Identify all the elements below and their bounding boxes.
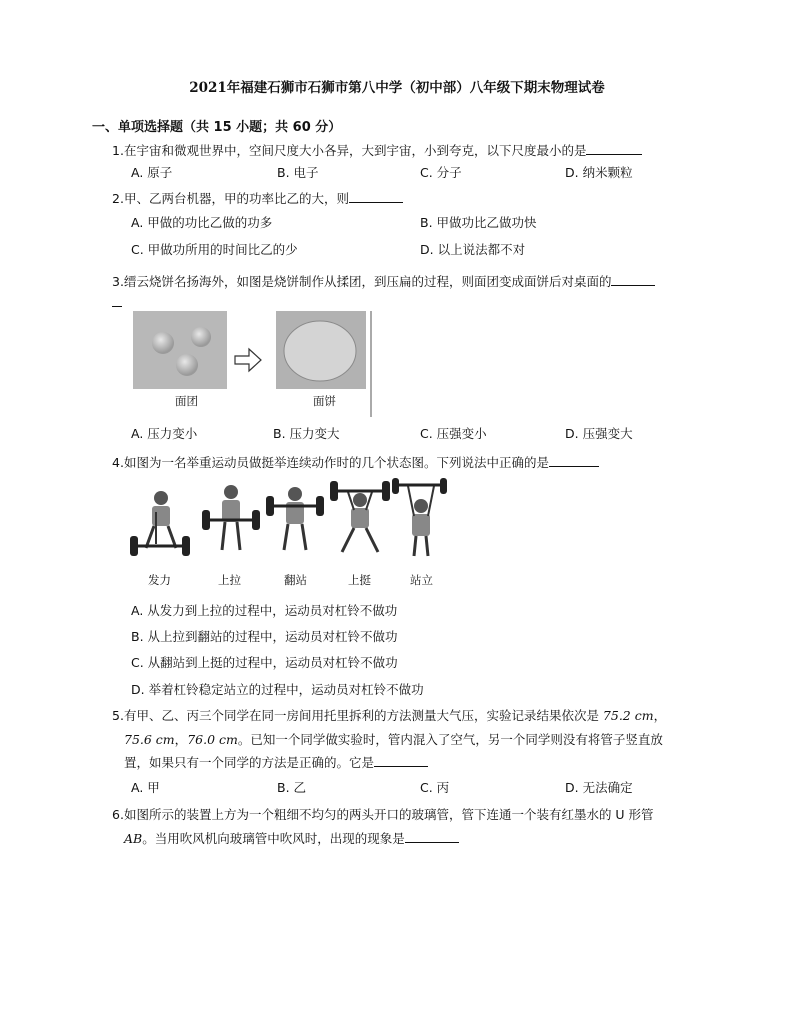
figure-label-shangting: 上挺: [348, 573, 371, 587]
option-b: B. 电子: [277, 165, 319, 180]
weightlifter-figure: [128, 478, 448, 590]
question-1: [112, 141, 642, 161]
answer-blank[interactable]: [349, 189, 403, 203]
measurement-value: 76.0 cm: [187, 732, 238, 747]
option-b: B. 压力变大: [273, 426, 340, 441]
question-5-line-3: [124, 753, 428, 773]
lifter-pose-zhanli: [392, 478, 447, 556]
question-3-blank-cont: [112, 293, 122, 313]
question-stem: 如图为一名举重运动员做挺举连续动作时的几个状态图。下列说法中正确的是: [123, 455, 549, 470]
dough-figure: [131, 309, 373, 419]
question-3: [112, 272, 655, 292]
answer-blank[interactable]: [611, 272, 655, 286]
answer-blank[interactable]: [112, 293, 122, 307]
question-stem: 如图所示的装置上方为一个粗细不均匀的两头开口的玻璃管，管下连通一个装有红墨水的 U 形管: [123, 807, 654, 822]
question-number: 2.: [112, 191, 124, 206]
lifter-pose-shangting: [330, 481, 390, 552]
answer-blank[interactable]: [549, 453, 599, 467]
figure-label-zhanli: 站立: [410, 573, 433, 587]
option-a: A. 压力变小: [131, 426, 198, 441]
option-c: C. 压强变小: [420, 426, 487, 441]
answer-blank[interactable]: [405, 829, 459, 843]
option-a: A. 甲: [131, 780, 160, 795]
option-d: D. 压强变大: [565, 426, 633, 441]
option-b: B. 从上拉到翻站的过程中，运动员对杠铃不做功: [131, 629, 398, 644]
question-stem: 。已知一个同学做实验时，管内混入了空气，另一个同学则没有将管子竖直放: [237, 732, 663, 747]
dough-ball: [176, 354, 198, 376]
dough-ball: [152, 332, 174, 354]
figure-label-bread: 面饼: [313, 394, 336, 408]
question-stem: 在宇宙和微观世界中，空间尺度大小各异，大到宇宙，小到夸克，以下尺度最小的是: [123, 143, 587, 158]
lifter-pose-fanzhan: [266, 487, 324, 550]
option-b: B. 乙: [277, 780, 307, 795]
question-stem: 有甲、乙、丙三个同学在同一房间用托里拆利的方法测量大气压，实验记录结果依次是: [123, 708, 603, 723]
question-5-line-2: [124, 730, 663, 750]
option-a: A. 原子: [131, 165, 173, 180]
option-c: C. 甲做功所用的时间比乙的少: [131, 242, 298, 257]
flatbread: [284, 321, 356, 381]
question-number: 5.: [112, 708, 124, 723]
arrow-right-icon: [235, 349, 261, 371]
question-stem: 甲、乙两台机器，甲的功率比乙的大，则: [123, 191, 349, 206]
option-d: D. 纳米颗粒: [565, 165, 633, 180]
dough-photo-left: [133, 311, 227, 389]
figure-label-fanzhan: 翻站: [284, 573, 307, 587]
answer-blank[interactable]: [586, 141, 642, 155]
question-stem: 置，如果只有一个同学的方法是正确的。它是: [124, 755, 375, 770]
lifter-pose-shangla: [202, 485, 260, 550]
option-d: D. 以上说法都不对: [420, 242, 526, 257]
lifter-pose-fali: [130, 491, 190, 556]
question-stem: 。当用吹风机向玻璃管中吹风时，出现的现象是: [142, 831, 405, 846]
option-c: C. 从翻站到上挺的过程中，运动员对杠铃不做功: [131, 655, 398, 670]
option-a: A. 从发力到上拉的过程中，运动员对杠铃不做功: [131, 603, 398, 618]
question-number: 3.: [112, 274, 124, 289]
u-tube-label: AB: [124, 831, 143, 846]
question-number: 6.: [112, 807, 124, 822]
option-c: C. 分子: [420, 165, 462, 180]
measurement-value: 75.6 cm: [124, 732, 175, 747]
figure-label-dough: 面团: [175, 394, 198, 408]
option-a: A. 甲做的功比乙做的功多: [131, 215, 273, 230]
question-4: [112, 453, 599, 473]
option-b: B. 甲做功比乙做功快: [420, 215, 537, 230]
punctuation: ，: [174, 732, 188, 747]
question-6-line-2: [124, 829, 459, 849]
question-5-line-1: [112, 706, 666, 726]
section-heading: 一、单项选择题（共 15 小题；共 60 分）: [92, 120, 342, 135]
figure-label-shangla: 上拉: [218, 573, 241, 587]
dough-ball: [191, 327, 211, 347]
question-number: 1.: [112, 143, 124, 158]
question-2: [112, 189, 403, 209]
punctuation: ，: [653, 708, 667, 723]
question-6-line-1: [112, 805, 654, 825]
measurement-value: 75.2 cm: [602, 708, 654, 723]
option-c: C. 丙: [420, 780, 450, 795]
figure-label-fali: 发力: [148, 573, 171, 587]
dough-figure-svg: [131, 309, 373, 419]
answer-blank[interactable]: [374, 753, 428, 767]
question-stem: 缙云烧饼名扬海外，如图是烧饼制作从揉团，到压扁的过程，则面团变成面饼后对桌面的: [123, 274, 612, 289]
option-d: D. 举着杠铃稳定站立的过程中，运动员对杠铃不做功: [131, 682, 424, 697]
option-d: D. 无法确定: [565, 780, 633, 795]
page-title: 2021年福建石狮市石狮市第八中学（初中部）八年级下期末物理试卷: [189, 80, 605, 96]
question-number: 4.: [112, 455, 124, 470]
